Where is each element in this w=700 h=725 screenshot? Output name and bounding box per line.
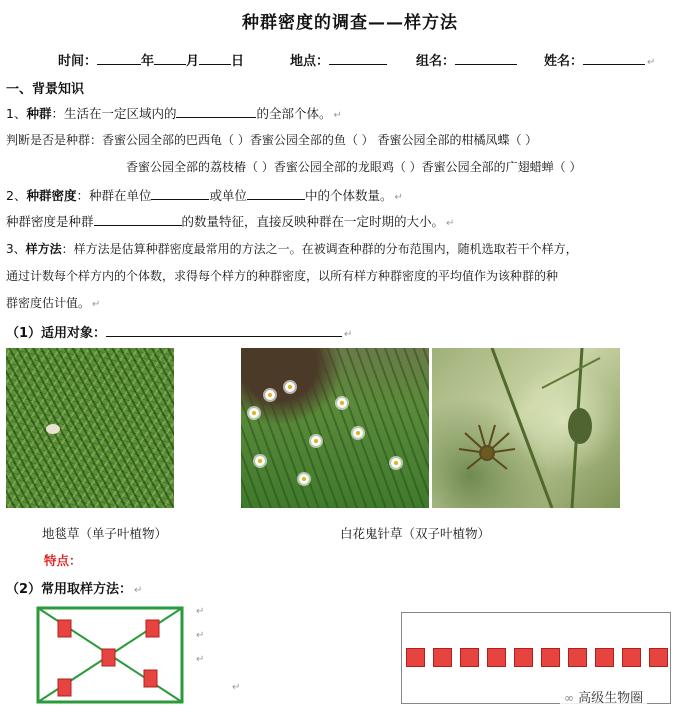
applicable-line [6,322,352,341]
bidens-seedhead-photo [432,348,620,508]
bidens-caption: 白花鬼针草（双子叶植物） [340,526,491,541]
item2-text-a: ：种群在单位 [76,188,152,203]
sampling-heading [6,578,142,597]
item2b-text-b: 的数量特征，直接反映种群在一定时期的大小。 [181,214,445,229]
flower-shape [249,408,259,418]
item2b-blank[interactable] [94,213,182,226]
item3-line1: ：样方法是估算种群密度最常用的方法之一。在被调查种群的分布范围内，随机选取若干个样方， [61,242,578,256]
group-label: 组名： [416,54,456,69]
flower-shape [299,474,309,484]
paragraph-mark-icon: ↵ [647,57,656,68]
item2b-text-a: 种群密度是种群 [6,214,94,229]
month-label: 月 [186,54,200,69]
item2-blank-volume[interactable] [247,187,305,200]
item-quadrat-line1 [6,240,578,257]
paragraph-mark-icon: ↵ [333,110,342,121]
sample-square [460,648,479,667]
day-blank[interactable] [199,52,231,65]
item3-term: 样方法 [25,242,62,256]
watermark-text: 高级生物圈 [578,691,644,706]
paragraph-mark-icon: ↵ [196,606,205,617]
paragraph-mark-icon: ↵ [134,585,143,596]
grass-caption: 地毯草（单子叶植物） [42,526,168,541]
judge-row-2: 香蜜公园全部的荔枝椿（ ）香蜜公园全部的龙眼鸡（ ）香蜜公园全部的广翅蜡蝉（ ） [126,160,582,174]
sample-square [568,648,587,667]
sample-square [649,648,668,667]
place-label: 地点： [290,54,330,69]
seedhead-illustration [432,348,620,508]
paragraph-mark-icon: ↵ [196,654,205,665]
name-label: 姓名： [544,54,584,69]
meta-line [58,50,244,69]
item2-blank-area[interactable] [151,187,209,200]
flower-shape [337,398,347,408]
sample-square [433,648,452,667]
flower-shape [255,456,265,466]
sample-square [595,648,614,667]
sample-square [144,670,157,687]
item-density [6,186,403,204]
year-blank[interactable] [97,52,141,65]
flower-shape [311,436,321,446]
sample-square [514,648,533,667]
judge-row-1: 判断是否是种群：香蜜公园全部的巴西龟（ ）香蜜公园全部的鱼（ ） 香蜜公园全部的柑橘凤蝶（ ） [6,133,538,147]
item2-text-c: 中的个体数量。 [305,188,393,203]
five-point-sampling-diagram [36,606,186,706]
pebble-shape [46,424,60,434]
density-feature-line [6,212,454,230]
item2-term: 种群密度 [26,188,77,203]
item2-text-b: 或单位 [209,188,247,203]
sample-square [146,620,159,637]
place-blank[interactable] [329,52,387,65]
carpet-grass-photo [6,348,174,508]
paragraph-mark-icon: ↵ [196,630,205,641]
month-blank[interactable] [154,52,186,65]
item1-number: 1、 [6,106,27,121]
sample-square [58,679,71,696]
applicable-blank[interactable] [106,324,342,337]
item-quadrat-line3 [6,294,100,311]
flower-shape [353,428,363,438]
item-quadrat-line2: 通过计数每个样方内的个体数，求得每个样方的种群密度，以所有样方种群密度的平均值作为该种群的种 [6,269,559,283]
feature-label: 特点： [44,553,82,568]
applicable-label: （1）适用对象： [6,326,107,341]
year-label: 年 [141,54,155,69]
sample-square [487,648,506,667]
sample-square [406,648,425,667]
flower-shape [285,382,295,392]
sample-square [622,648,641,667]
day-label: 日 [231,54,245,69]
paragraph-mark-icon: ↵ [92,299,101,310]
group-blank[interactable] [455,52,517,65]
item-population [6,104,342,122]
time-label: 时间： [58,54,98,69]
sample-square [102,649,115,666]
sampling-label: （2）常用取样方法： [6,582,133,597]
sample-square [58,620,71,637]
sample-square [541,648,560,667]
name-blank[interactable] [583,52,645,65]
paragraph-mark-icon: ↵ [232,682,241,693]
item1-text-b: 的全部个体。 [256,106,332,121]
flower-shape [391,458,401,468]
flower-shape [265,390,275,400]
wechat-icon: ∞ [564,691,574,705]
item3-line3: 群密度估计值。 [6,296,91,310]
paragraph-mark-icon: ↵ [446,218,455,229]
item3-number: 3、 [6,242,26,256]
watermark [560,686,647,707]
paragraph-mark-icon: ↵ [394,192,403,203]
item1-blank[interactable] [176,105,256,118]
item2-number: 2、 [6,188,27,203]
bidens-field-photo [241,348,429,508]
page-title: 种群密度的调查——样方法 [242,13,458,33]
item1-text-a: ：生活在一定区域内的 [51,106,177,121]
paragraph-mark-icon: ↵ [344,329,353,340]
background-heading: 一、背景知识 [6,82,85,97]
item1-term: 种群 [26,106,52,121]
